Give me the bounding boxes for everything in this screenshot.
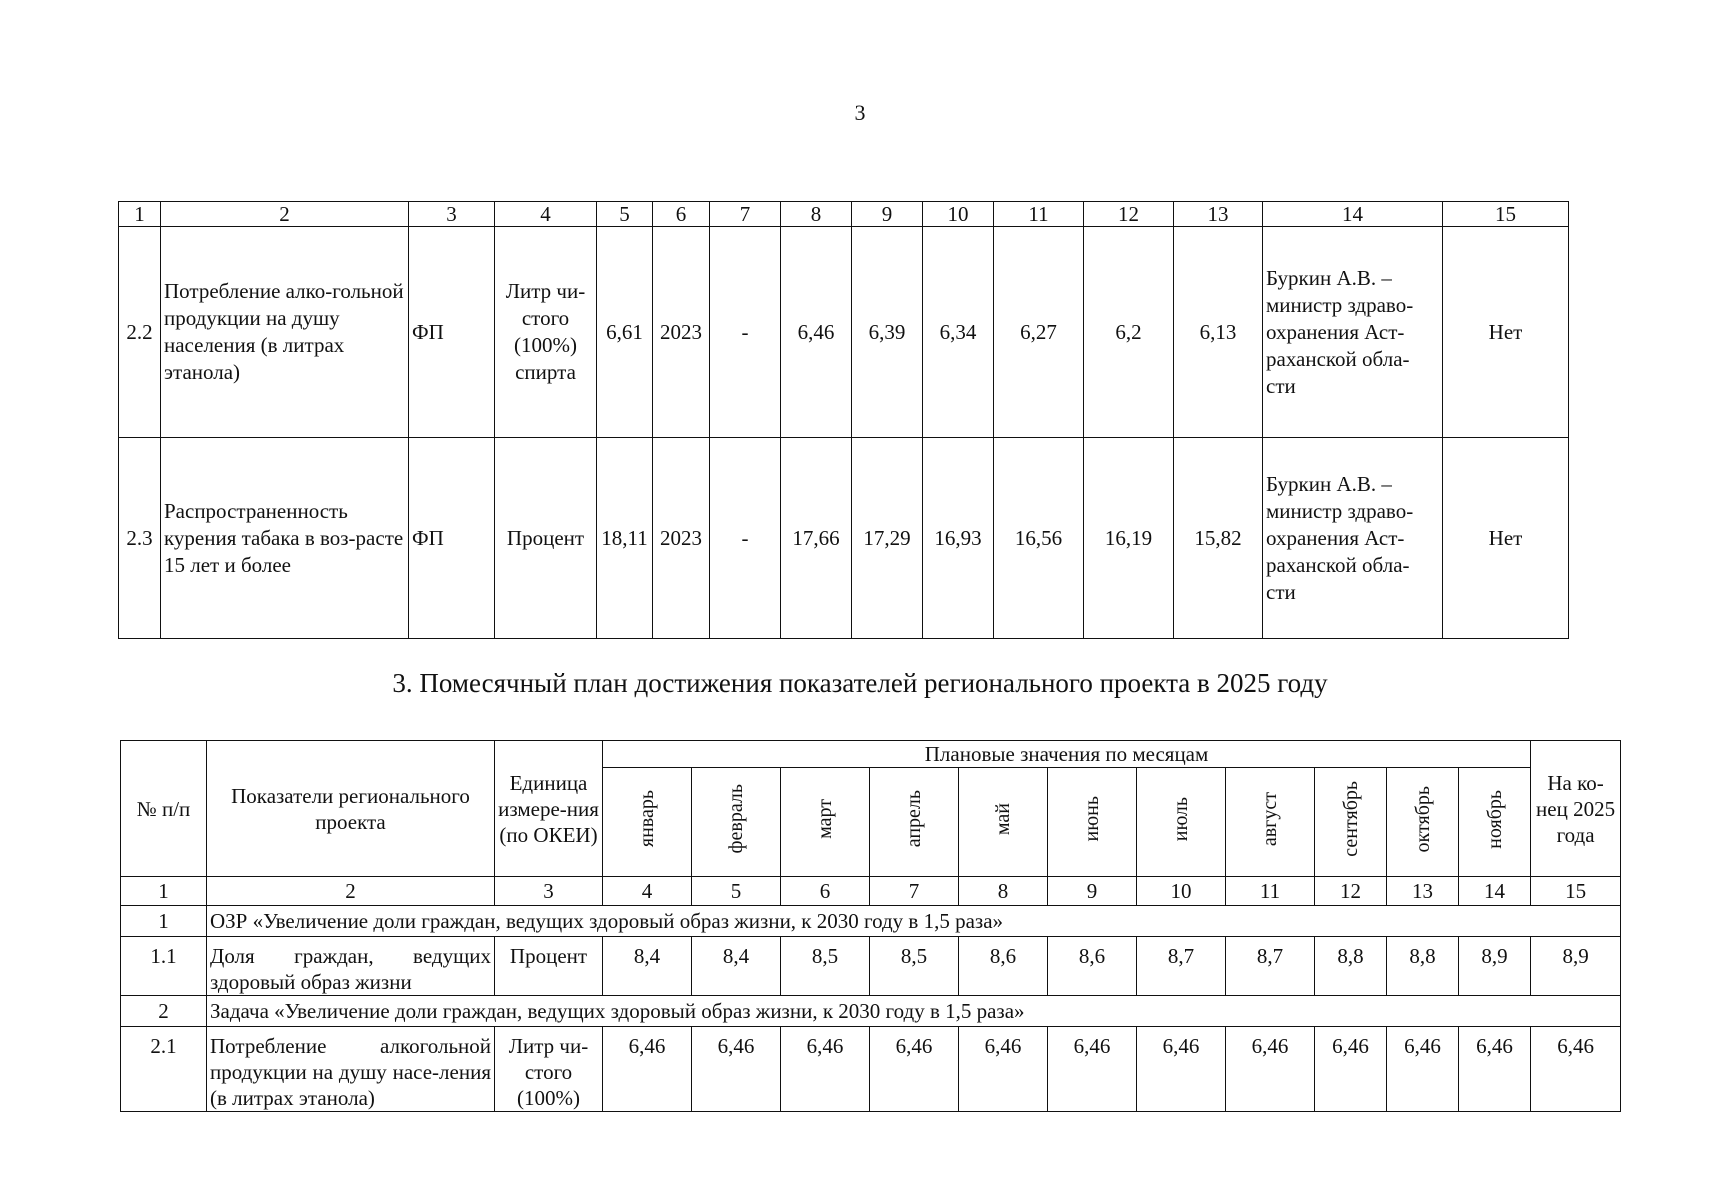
col-number: 10	[1137, 877, 1226, 906]
group-row	[121, 996, 1621, 1027]
value-cell: -	[710, 438, 781, 639]
month-value: 8,8	[1387, 937, 1459, 996]
col-number: 2	[207, 877, 495, 906]
month-header	[1315, 768, 1387, 877]
col-number: 14	[1263, 202, 1443, 227]
col-number: 5	[692, 877, 781, 906]
base-value: 6,61	[597, 227, 653, 438]
month-value: 6,46	[1137, 1027, 1226, 1112]
end-value: 6,46	[1531, 1027, 1621, 1112]
row-number: 2.3	[119, 438, 161, 639]
col-number: 3	[495, 877, 603, 906]
col-number: 1	[119, 202, 161, 227]
month-value: 8,4	[692, 937, 781, 996]
value-cell: 16,56	[994, 438, 1084, 639]
value-cell: -	[710, 227, 781, 438]
month-header	[959, 768, 1048, 877]
table-row	[119, 438, 1569, 639]
col-number: 7	[870, 877, 959, 906]
month-header	[692, 768, 781, 877]
base-value: 18,11	[597, 438, 653, 639]
month-label: август	[1259, 791, 1281, 847]
base-year: 2023	[653, 438, 710, 639]
col-number: 15	[1443, 202, 1569, 227]
month-value: 8,8	[1315, 937, 1387, 996]
indicators-table	[118, 201, 1569, 639]
value-cell: 6,39	[852, 227, 923, 438]
indicator-name: Потребление алко-гольной продукции на душу населения (в литрах этанола)	[161, 227, 409, 438]
col-number: 6	[653, 202, 710, 227]
header-end: На ко-нец 2025 года	[1531, 741, 1621, 877]
value-cell: Нет	[1443, 438, 1569, 639]
col-number: 14	[1459, 877, 1531, 906]
month-header	[1387, 768, 1459, 877]
month-value: 8,4	[603, 937, 692, 996]
col-number: 8	[959, 877, 1048, 906]
page-number: 3	[854, 100, 866, 125]
value-cell: 16,93	[923, 438, 994, 639]
end-value: 8,9	[1531, 937, 1621, 996]
month-value: 6,46	[1048, 1027, 1137, 1112]
header-num: № п/п	[121, 741, 207, 877]
month-header	[781, 768, 870, 877]
month-header	[1459, 768, 1531, 877]
col-number: 15	[1531, 877, 1621, 906]
row-number: 2.1	[121, 1027, 207, 1112]
indicator-type: ФП	[409, 227, 495, 438]
row-number: 2.2	[119, 227, 161, 438]
month-value: 8,7	[1226, 937, 1315, 996]
value-cell: 6,34	[923, 227, 994, 438]
indicator-type: ФП	[409, 438, 495, 639]
month-label: февраль	[725, 784, 747, 854]
base-year: 2023	[653, 227, 710, 438]
col-number: 9	[852, 202, 923, 227]
section-title: 3. Помесячный план достижения показателей регионального проекта в 2025 году	[392, 668, 1328, 698]
month-value: 8,9	[1459, 937, 1531, 996]
col-number: 11	[994, 202, 1084, 227]
monthly-plan-table	[120, 740, 1621, 1112]
month-value: 6,46	[870, 1027, 959, 1112]
value-cell: 6,46	[781, 227, 852, 438]
month-label: сентябрь	[1339, 781, 1362, 857]
month-value: 6,46	[1459, 1027, 1531, 1112]
column-numbers-row	[121, 877, 1621, 906]
col-number: 7	[710, 202, 781, 227]
col-number: 4	[603, 877, 692, 906]
month-value: 6,46	[959, 1027, 1048, 1112]
col-number: 3	[409, 202, 495, 227]
col-number: 8	[781, 202, 852, 227]
header-indicator: Показатели регионального проекта	[207, 741, 495, 877]
month-value: 6,46	[692, 1027, 781, 1112]
month-value: 8,5	[870, 937, 959, 996]
col-number: 10	[923, 202, 994, 227]
month-value: 6,46	[1226, 1027, 1315, 1112]
row-number: 1.1	[121, 937, 207, 996]
month-label: март	[814, 799, 836, 839]
month-label: июль	[1170, 796, 1192, 842]
header-plan: Плановые значения по месяцам	[603, 741, 1531, 768]
month-header	[870, 768, 959, 877]
month-label: январь	[636, 790, 658, 848]
col-number: 5	[597, 202, 653, 227]
group-title: ОЗР «Увеличение доли граждан, ведущих здоровый образ жизни, к 2030 году в 1,5 раза»	[207, 906, 1621, 937]
month-label: ноябрь	[1483, 789, 1506, 849]
month-header	[1137, 768, 1226, 877]
group-number: 2	[121, 996, 207, 1027]
col-number: 13	[1174, 202, 1263, 227]
header-unit: Единица измере-ния (по ОКЕИ)	[495, 741, 603, 877]
col-number: 12	[1315, 877, 1387, 906]
group-title: Задача «Увеличение доли граждан, ведущих здоровый образ жизни, к 2030 году в 1,5 раза»	[207, 996, 1621, 1027]
col-number: 4	[495, 202, 597, 227]
month-label: июнь	[1081, 796, 1103, 842]
indicator-name: Потребление алкогольной продукции на душу насе-ления (в литрах этанола)	[207, 1027, 495, 1112]
indicator-name: Доля граждан, ведущих здоровый образ жизни	[207, 937, 495, 996]
table-row	[121, 937, 1621, 996]
unit: Процент	[495, 438, 597, 639]
unit: Процент	[495, 937, 603, 996]
value-cell: 6,2	[1084, 227, 1174, 438]
month-value: 6,46	[1387, 1027, 1459, 1112]
header-row	[121, 741, 1621, 768]
unit: Литр чи-стого (100%) спирта	[495, 227, 597, 438]
unit: Литр чи-стого (100%)	[495, 1027, 603, 1112]
col-number: 6	[781, 877, 870, 906]
month-label: май	[992, 802, 1014, 836]
value-cell: 17,66	[781, 438, 852, 639]
value-cell: Нет	[1443, 227, 1569, 438]
value-cell: 17,29	[852, 438, 923, 639]
col-number: 9	[1048, 877, 1137, 906]
month-header	[1048, 768, 1137, 877]
column-numbers-row	[119, 202, 1569, 227]
col-number: 2	[161, 202, 409, 227]
table-row	[121, 1027, 1621, 1112]
month-value: 6,46	[781, 1027, 870, 1112]
month-header	[1226, 768, 1315, 877]
value-cell: 15,82	[1174, 438, 1263, 639]
month-label: апрель	[903, 790, 925, 848]
indicator-name: Распространенность курения табака в воз-расте 15 лет и более	[161, 438, 409, 639]
col-number: 13	[1387, 877, 1459, 906]
month-value: 8,6	[1048, 937, 1137, 996]
table-row	[119, 227, 1569, 438]
month-value: 8,6	[959, 937, 1048, 996]
group-number: 1	[121, 906, 207, 937]
month-label: октябрь	[1411, 785, 1434, 853]
month-header	[603, 768, 692, 877]
value-cell: 16,19	[1084, 438, 1174, 639]
month-value: 6,46	[603, 1027, 692, 1112]
responsible-person: Буркин А.В. – министр здраво-охранения Аст-раханской обла-сти	[1263, 438, 1443, 639]
value-cell: 6,27	[994, 227, 1084, 438]
group-row	[121, 906, 1621, 937]
col-number: 12	[1084, 202, 1174, 227]
month-value: 6,46	[1315, 1027, 1387, 1112]
col-number: 11	[1226, 877, 1315, 906]
month-value: 8,5	[781, 937, 870, 996]
month-value: 8,7	[1137, 937, 1226, 996]
col-number: 1	[121, 877, 207, 906]
value-cell: 6,13	[1174, 227, 1263, 438]
responsible-person: Буркин А.В. – министр здраво-охранения Аст-раханской обла-сти	[1263, 227, 1443, 438]
